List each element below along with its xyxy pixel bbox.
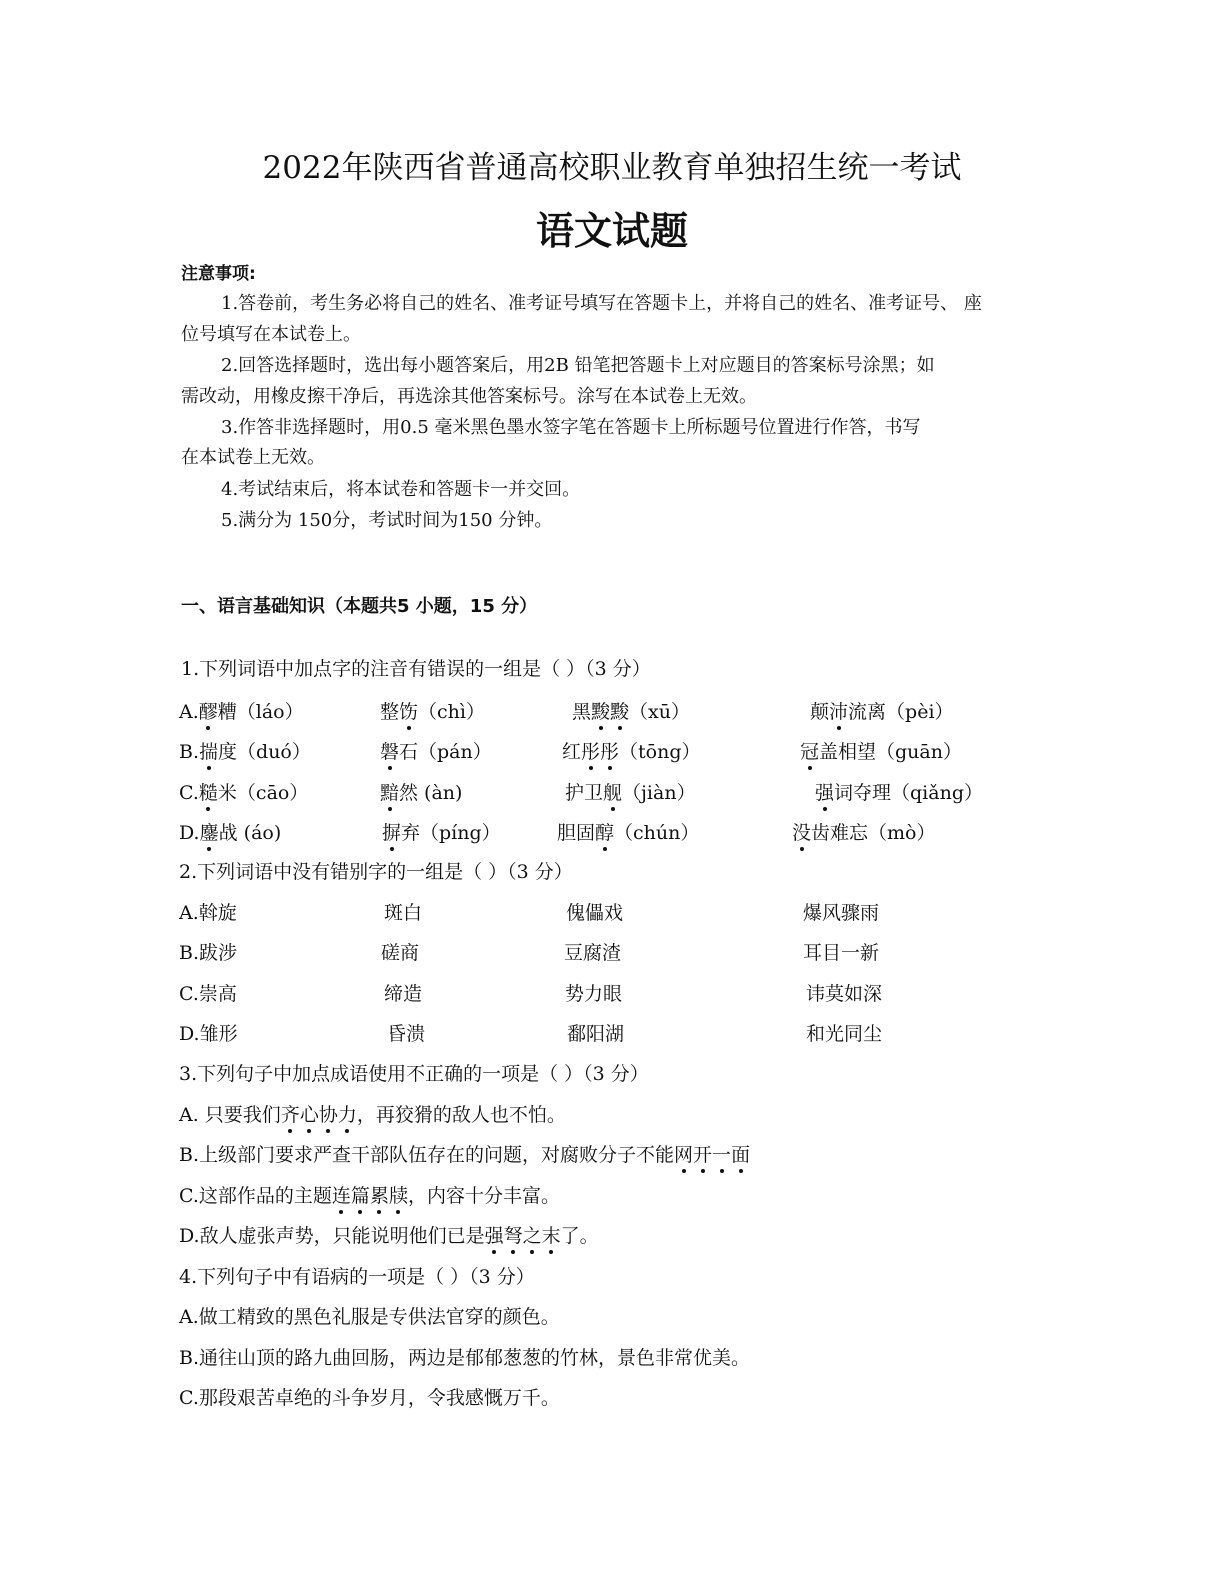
question-1-option-item <box>380 737 492 764</box>
dotted-character: 一 <box>712 1140 731 1167</box>
sentence-text: A. 只要我们 <box>179 1104 281 1126</box>
question-1-option-item <box>380 697 485 724</box>
dotted-character: 舰 <box>603 778 622 805</box>
word-text: （tōng） <box>619 741 701 763</box>
question-3-option <box>179 1100 566 1127</box>
dotted-character: 之 <box>523 1221 542 1248</box>
sentence-text: ，再狡猾的敌人也不怕。 <box>356 1104 566 1126</box>
word-text: 黑 <box>572 701 592 723</box>
sentence-text: D.敌人虚张声势，只能说明他们已是 <box>179 1225 485 1247</box>
question-1-option-item <box>562 737 701 764</box>
question-1-option-item <box>557 818 699 845</box>
dotted-character: 糙 <box>199 778 218 805</box>
question-2-option-item: 昏溃 <box>387 1023 426 1045</box>
dotted-character: 沛 <box>829 697 848 724</box>
sentence-text: 了。 <box>560 1225 599 1247</box>
question-2-option-item: 鄱阳湖 <box>567 1023 625 1045</box>
word-text: （jiàn） <box>622 782 696 804</box>
dotted-character: 篇 <box>351 1181 370 1208</box>
dotted-character: 黢 <box>591 697 610 724</box>
notice-line: 位号填写在本试卷上。 <box>181 324 361 345</box>
question-2-option-item: 和光同尘 <box>806 1023 883 1045</box>
dotted-character: 磐 <box>380 737 399 764</box>
option-label: B. <box>179 741 200 763</box>
word-text: 红 <box>562 741 582 763</box>
dotted-character: 强 <box>485 1221 504 1248</box>
section-heading: 一、语言基础知识（本题共5 小题，15 分） <box>181 596 538 617</box>
question-1-option-item <box>380 778 462 805</box>
question-1-option-item <box>179 697 304 724</box>
question-3-stem: 3.下列句子中加点成语使用不正确的一项是（ ）（3 分） <box>179 1063 649 1085</box>
dotted-character: 牍 <box>389 1181 408 1208</box>
dotted-character: 彤 <box>600 737 619 764</box>
word-text: 盖相望（guān） <box>819 741 962 763</box>
dotted-character: 彤 <box>581 737 600 764</box>
option-label: C. <box>179 782 199 804</box>
notice-line: 3.作答非选择题时，用0.5 毫米黑色墨水签字笔在答题卡上所标题号位置进行作答，书写 <box>221 417 921 438</box>
word-text: 词夺理（qiǎng） <box>834 782 983 804</box>
notice-line: 在本试卷上无效。 <box>181 447 325 468</box>
word-text: 弃（píng） <box>401 822 501 844</box>
dotted-character: 力 <box>338 1100 357 1127</box>
word-text: （chún） <box>614 822 700 844</box>
question-2-option-item: B.跋涉 <box>179 942 238 964</box>
question-4-option-c: C.那段艰苦卓绝的斗争岁月，令我感慨万千。 <box>179 1387 560 1409</box>
word-text: 护卫 <box>565 782 604 804</box>
dotted-character: 强 <box>815 778 834 805</box>
question-2-option-item: 讳莫如深 <box>806 983 883 1005</box>
question-2-option-item: A.斡旋 <box>179 902 237 924</box>
question-2-option-item: D.雏形 <box>179 1023 238 1045</box>
question-1-stem: 1.下列词语中加点字的注音有错误的一组是（ ）（3 分） <box>181 658 651 680</box>
word-text: 齿难忘（mò） <box>811 822 936 844</box>
word-text: 石（pán） <box>399 741 492 763</box>
question-4-stem: 4.下列句子中有语病的一项是（ ）（3 分） <box>179 1266 535 1288</box>
question-2-option-item: 势力眼 <box>565 983 623 1005</box>
dotted-character: 冠 <box>800 737 819 764</box>
dotted-character: 网 <box>674 1140 693 1167</box>
question-2-option-item: 傀儡戏 <box>566 902 624 924</box>
question-1-option-item <box>572 697 690 724</box>
dotted-character: 醪 <box>199 697 218 724</box>
sentence-text: B.上级部门要求严查干部队伍存在的问题，对腐败分子不能 <box>179 1144 675 1166</box>
dotted-character: 齐 <box>281 1100 300 1127</box>
dotted-character: 黯 <box>380 778 399 805</box>
dotted-character: 黢 <box>610 697 629 724</box>
word-text: （chì） <box>418 701 485 723</box>
question-2-option-item: 豆腐渣 <box>564 942 622 964</box>
dotted-character: 揣 <box>199 737 218 764</box>
exam-subtitle: 语文试题 <box>535 209 688 253</box>
word-text: 战 (áo) <box>218 822 282 844</box>
question-1-option-item <box>792 818 935 845</box>
notice-line: 5.满分为 150分，考试时间为150 分钟。 <box>221 510 553 531</box>
exam-title: 2022年陕西省普通高校职业教育单独招生统一考试 <box>262 150 962 186</box>
word-text: （xū） <box>629 701 690 723</box>
question-2-stem: 2.下列词语中没有错别字的一组是（ ）（3 分） <box>179 861 573 883</box>
word-text: 米（cāo） <box>217 782 309 804</box>
question-2-option-item: 磋商 <box>381 942 420 964</box>
word-text: 胆固 <box>557 822 596 844</box>
question-2-option-item: 爆风骤雨 <box>803 902 880 924</box>
dotted-character: 饬 <box>399 697 418 724</box>
dotted-character: 协 <box>319 1100 338 1127</box>
dotted-character: 弩 <box>504 1221 523 1248</box>
sentence-text: C.这部作品的主题 <box>179 1185 332 1207</box>
dotted-character: 连 <box>332 1181 351 1208</box>
word-text: 流离（pèi） <box>848 701 954 723</box>
notice-line: 2.回答选择题时，选出每小题答案后，用2B 铅笔把答题卡上对应题目的答案标号涂黑；如 <box>221 355 935 376</box>
notice-line: 1.答卷前，考生务必将自己的姓名、准考证号填写在答题卡上，并将自己的姓名、准考证号、 座 <box>221 293 982 314</box>
sentence-text: ，内容十分丰富。 <box>407 1185 560 1207</box>
question-1-option-item <box>179 737 311 764</box>
question-1-option-item <box>565 778 696 805</box>
word-text: 整 <box>380 701 400 723</box>
dotted-character: 面 <box>731 1140 750 1167</box>
question-1-option-item <box>800 737 962 764</box>
question-2-option-item: 缔造 <box>384 983 423 1005</box>
question-3-option <box>179 1221 599 1248</box>
question-1-option-item <box>179 818 281 845</box>
word-text: 度（duó） <box>218 741 311 763</box>
option-label: A. <box>179 701 199 723</box>
notice-heading: 注意事项: <box>181 264 256 284</box>
question-1-option-item <box>179 778 308 805</box>
question-1-option-item <box>810 697 954 724</box>
word-text: 颠 <box>810 701 830 723</box>
question-2-option-item: C.崇高 <box>179 983 237 1005</box>
question-3-option <box>179 1181 560 1208</box>
question-1-option-item <box>815 778 983 805</box>
notice-line: 4.考试结束后，将本试卷和答题卡一并交回。 <box>221 479 581 500</box>
question-4-option-b: B.通往山顶的路九曲回肠，两边是郁郁葱葱的竹林，景色非常优美。 <box>179 1347 751 1369</box>
question-4-option-a: A.做工精致的黑色礼服是专供法官穿的颜色。 <box>179 1306 560 1328</box>
dotted-character: 没 <box>792 818 811 845</box>
dotted-character: 醇 <box>595 818 614 845</box>
dotted-character: 鏖 <box>200 818 219 845</box>
option-label: D. <box>179 822 200 844</box>
dotted-character: 末 <box>542 1221 561 1248</box>
dotted-character: 摒 <box>382 818 401 845</box>
notice-line: 需改动，用橡皮擦干净后，再选涂其他答案标号。涂写在本试卷上无效。 <box>181 386 757 407</box>
question-2-option-item: 耳目一新 <box>803 942 880 964</box>
word-text: 然 (àn) <box>399 782 463 804</box>
dotted-character: 心 <box>300 1100 319 1127</box>
word-text: 糟（láo） <box>217 701 304 723</box>
dotted-character: 累 <box>370 1181 389 1208</box>
dotted-character: 开 <box>693 1140 712 1167</box>
question-3-option <box>179 1140 750 1167</box>
question-1-option-item <box>382 818 501 845</box>
question-2-option-item: 斑白 <box>384 902 423 924</box>
